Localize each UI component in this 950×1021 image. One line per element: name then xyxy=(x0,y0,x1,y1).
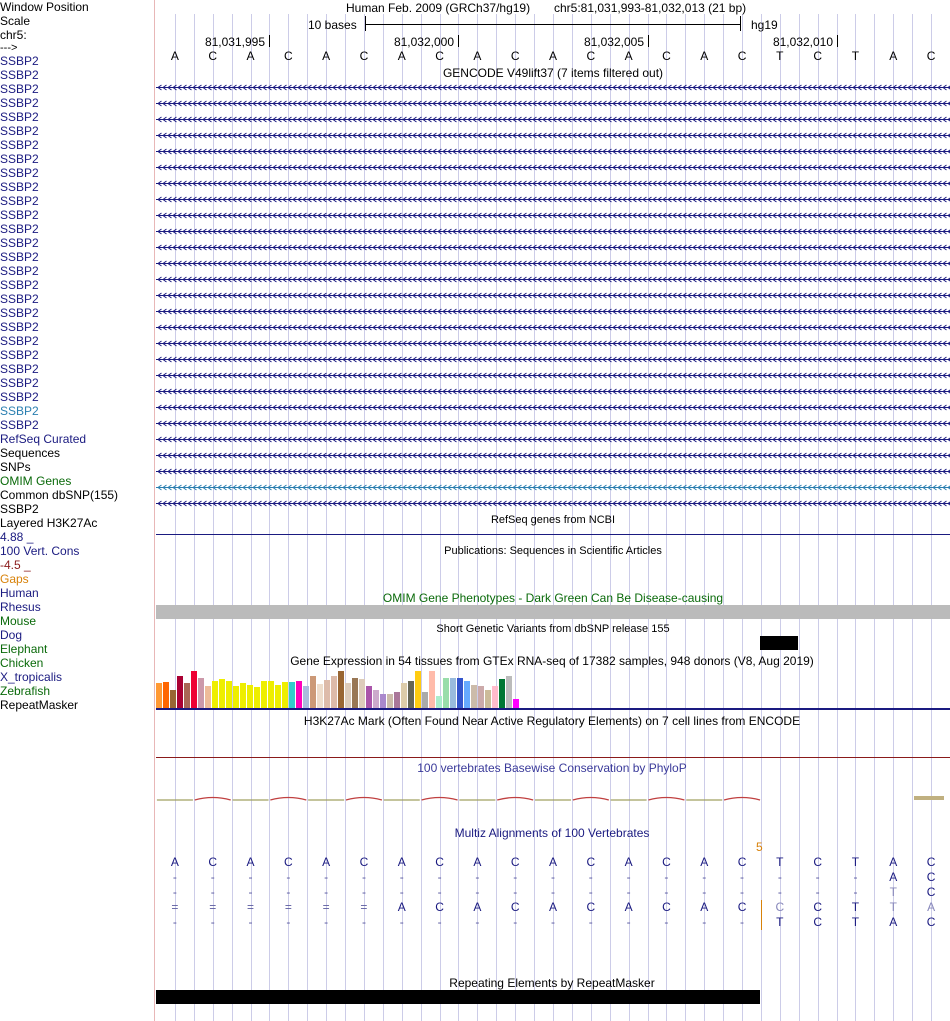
repeatmasker-label[interactable]: RepeatMasker xyxy=(0,698,79,712)
alignment-base: C xyxy=(926,870,936,884)
gtex-tissue-bar xyxy=(310,676,316,708)
gencode-transcript-label[interactable]: SSBP2 xyxy=(0,138,39,152)
alignment-base: C xyxy=(813,915,822,929)
label-divider xyxy=(154,0,155,1021)
insertion-marker xyxy=(761,915,762,930)
alignment-base: - xyxy=(740,915,745,929)
gencode-transcript-label[interactable]: SSBP2 xyxy=(0,348,39,362)
gtex-tissue-bar xyxy=(156,683,162,708)
alignment-base: - xyxy=(210,870,215,884)
alignment-base: - xyxy=(777,885,782,899)
base-letter: C xyxy=(208,49,218,63)
alignment-base: T xyxy=(851,915,860,929)
alignment-base: - xyxy=(551,885,555,899)
alignment-base: - xyxy=(361,915,366,929)
gencode-transcript-label[interactable]: SSBP2 xyxy=(0,418,39,432)
gtex-tissue-bar xyxy=(492,686,498,708)
alignment-base: C xyxy=(510,900,520,914)
phylop-segment xyxy=(914,796,944,800)
alignment-base: - xyxy=(248,885,253,899)
alignment-base: T xyxy=(889,900,897,914)
phylop-segment xyxy=(648,798,684,801)
gtex-tissue-bar xyxy=(429,671,435,708)
gtex-tissue-bar xyxy=(177,676,183,708)
gencode-transcript-label[interactable]: SSBP2 xyxy=(0,152,39,166)
alignment-base: A xyxy=(624,900,633,914)
base-letter: C xyxy=(283,49,293,63)
alignment-base: T xyxy=(851,855,860,869)
gencode-transcript-label[interactable]: SSBP2 xyxy=(0,54,39,68)
alignment-base: C xyxy=(813,900,822,914)
alignment-base: = xyxy=(171,900,179,914)
alignment-base: C xyxy=(586,855,596,869)
alignment-base: - xyxy=(172,870,177,884)
gtex-tissue-bar xyxy=(352,678,358,708)
gtex-tissue-bar xyxy=(247,685,253,708)
alignment-base: - xyxy=(777,870,782,884)
gtex-tissue-bar xyxy=(401,683,407,708)
alignment-base: - xyxy=(664,915,669,929)
alignment-base: T xyxy=(776,855,784,869)
alignment-base: = xyxy=(209,900,217,914)
base-letter: C xyxy=(510,49,520,63)
base-letter: C xyxy=(926,49,936,63)
gtex-tissue-bar xyxy=(324,680,330,708)
omim-label[interactable]: OMIM Genes xyxy=(0,474,72,488)
alignment-base: - xyxy=(399,915,404,929)
alignment-base: C xyxy=(359,855,369,869)
species-label[interactable]: Zebrafish xyxy=(0,684,51,698)
alignment-base: - xyxy=(664,870,669,884)
gtex-tissue-bar xyxy=(219,679,225,708)
repeatmasker-title[interactable]: Repeating Elements by RepeatMasker xyxy=(449,976,655,990)
alignment-base: - xyxy=(513,915,518,929)
db-text: hg19 xyxy=(751,18,778,32)
phylop-wiggle[interactable] xyxy=(156,790,950,810)
gtex-tissue-bar xyxy=(240,683,246,708)
coordinate-tick xyxy=(837,35,838,47)
gtex-tissue-bar xyxy=(408,681,414,708)
base-letter: A xyxy=(246,49,255,63)
alignment-base: A xyxy=(322,855,331,869)
coordinate-label: 81,032,010 xyxy=(772,35,833,49)
gencode-transcript-label[interactable]: SSBP2 xyxy=(0,194,39,208)
alignment-base: T xyxy=(851,900,860,914)
phylop-segment xyxy=(573,798,609,801)
phylop-segment xyxy=(195,798,231,801)
gtex-tissue-bar xyxy=(212,681,218,708)
omim-gene-bar[interactable] xyxy=(156,605,950,619)
alignment-base: - xyxy=(437,885,442,899)
gtex-tissue-bar xyxy=(506,676,512,708)
alignment-base: - xyxy=(740,885,745,899)
coordinate-tick xyxy=(269,35,270,47)
gtex-tissue-bar xyxy=(296,681,302,708)
gencode-transcript-label[interactable]: SSBP2 xyxy=(0,166,39,180)
alignment-base: A xyxy=(473,900,482,914)
alignment-base: - xyxy=(286,915,291,929)
gtex-tissue-bar xyxy=(254,687,260,708)
alignment-base: A xyxy=(889,870,898,884)
coordinate-label: 81,031,995 xyxy=(204,35,265,49)
alignment-base: - xyxy=(626,915,631,929)
alignment-base: - xyxy=(172,915,177,929)
alignment-base: - xyxy=(853,885,858,899)
phylop-min-label: -4.5 _ xyxy=(0,558,31,572)
alignment-base: C xyxy=(813,855,822,869)
dbsnp-label[interactable]: Common dbSNP(155) xyxy=(0,488,119,502)
coordinate-tick xyxy=(458,35,459,47)
gencode-transcript-label[interactable]: SSBP2 xyxy=(0,390,39,404)
alignment-base: = xyxy=(247,900,255,914)
gtex-tissue-bar xyxy=(261,681,267,708)
base-letter: A xyxy=(624,49,633,63)
gtex-tissue-bar xyxy=(464,681,470,708)
alignment-base: A xyxy=(624,855,633,869)
alignment-base: A xyxy=(473,855,482,869)
strand-label: ---> xyxy=(0,42,18,54)
scale-bar-left-cap xyxy=(365,16,366,31)
gtex-tissue-bar xyxy=(422,692,428,708)
gtex-tissue-bar xyxy=(289,682,295,708)
species-label[interactable]: X_tropicalis xyxy=(0,670,63,684)
species-label[interactable]: Dog xyxy=(0,628,23,642)
gtex-tissue-bar xyxy=(471,685,477,708)
gtex-tissue-bar xyxy=(191,671,197,708)
gencode-transcript-label[interactable]: SSBP2 xyxy=(0,404,39,418)
gencode-title[interactable]: GENCODE V49lift37 (7 items filtered out) xyxy=(442,66,664,80)
alignment-base: - xyxy=(853,870,858,884)
gtex-tissue-bar xyxy=(282,682,288,708)
alignment-base: - xyxy=(248,870,253,884)
gtex-tissue-bar xyxy=(163,682,169,708)
alignment-base: A xyxy=(246,855,255,869)
base-letter: C xyxy=(737,49,747,63)
alignment-base: - xyxy=(475,915,480,929)
coordinate-tick xyxy=(648,35,649,47)
h3k27ac-title[interactable]: H3K27Ac Mark (Often Found Near Active Regulatory Elements) on 7 cell lines from ENCODE xyxy=(303,714,801,728)
alignment-base: T xyxy=(776,915,784,929)
alignment-base: C xyxy=(926,885,936,899)
position-text: chr5:81,031,993-81,032,013 (21 bp) xyxy=(554,1,747,15)
gtex-tissue-bar xyxy=(338,671,344,708)
refseq-gene-line[interactable] xyxy=(156,534,950,535)
gtex-tissue-bar xyxy=(170,690,176,708)
repeat-element[interactable] xyxy=(156,990,760,1004)
alignment-base: - xyxy=(513,870,518,884)
gtex-label[interactable]: SSBP2 xyxy=(0,502,39,516)
alignment-base: C xyxy=(435,855,444,869)
alignment-base: C xyxy=(926,915,936,929)
track-label-column xyxy=(0,0,152,1021)
scale-text: 10 bases xyxy=(308,18,357,32)
scale-label: Scale xyxy=(0,14,31,28)
gencode-transcript-label[interactable]: SSBP2 xyxy=(0,334,39,348)
base-letter: T xyxy=(776,49,784,63)
alignment-base: - xyxy=(551,870,555,884)
gtex-tissue-bar xyxy=(457,678,463,708)
gtex-tissue-bar xyxy=(317,684,323,708)
base-letter: A xyxy=(889,49,898,63)
gtex-tissue-bar xyxy=(380,694,386,708)
base-letter: C xyxy=(813,49,822,63)
gencode-transcript-label[interactable]: SSBP2 xyxy=(0,362,39,376)
multiz-title[interactable]: Multiz Alignments of 100 Vertebrates xyxy=(454,826,650,840)
gencode-transcript-label[interactable]: SSBP2 xyxy=(0,68,39,82)
omim-title[interactable]: OMIM Gene Phenotypes - Dark Green Can Be Disease-causing xyxy=(382,591,724,605)
alignment-base: - xyxy=(248,915,253,929)
alignment-base: A xyxy=(548,900,558,914)
phylop-segment xyxy=(724,798,760,801)
gtex-tissue-bar xyxy=(373,690,379,708)
alignment-base: - xyxy=(399,870,404,884)
alignment-base: C xyxy=(435,900,444,914)
gtex-tissue-bar xyxy=(359,679,365,708)
alignment-base: A xyxy=(397,900,406,914)
gtex-tissue-bar xyxy=(415,671,421,708)
alignment-base: - xyxy=(286,885,291,899)
gencode-transcript-label[interactable]: SSBP2 xyxy=(0,376,39,390)
window-position-label: Window Position xyxy=(0,0,89,14)
gencode-transcript-label[interactable]: SSBP2 xyxy=(0,180,39,194)
alignment-base: - xyxy=(702,870,707,884)
gtex-tissue-bar xyxy=(478,686,484,708)
alignment-base: C xyxy=(510,855,520,869)
gencode-label-list xyxy=(0,54,152,432)
refseq-label[interactable]: RefSeq Curated xyxy=(0,432,87,446)
alignment-base: = xyxy=(360,900,368,914)
gencode-transcript-label[interactable]: SSBP2 xyxy=(0,292,39,306)
alignment-base: - xyxy=(551,915,555,929)
alignment-base: - xyxy=(702,885,707,899)
gtex-tissue-bar xyxy=(331,676,337,708)
gtex-baseline xyxy=(156,708,950,710)
gap-count: 5 xyxy=(756,840,763,854)
gencode-transcript-label[interactable]: SSBP2 xyxy=(0,96,39,110)
gtex-tissue-bar xyxy=(233,686,239,708)
phylop-max-label: 4.88 _ xyxy=(0,530,34,544)
alignment-base: A xyxy=(889,915,898,929)
track-data-area[interactable] xyxy=(156,0,950,1021)
chrom-label: chr5: xyxy=(0,28,27,42)
h3k27ac-label[interactable]: Layered H3K27Ac xyxy=(0,516,98,530)
gencode-transcript-label[interactable]: SSBP2 xyxy=(0,250,39,264)
gencode-transcript-label[interactable]: SSBP2 xyxy=(0,110,39,124)
dbsnp-title[interactable]: Short Genetic Variants from dbSNP release 155 xyxy=(436,623,670,635)
gencode-track[interactable] xyxy=(156,80,950,520)
alignment-base: - xyxy=(210,885,215,899)
base-letter: A xyxy=(170,49,179,63)
phylop-segment xyxy=(270,798,306,801)
gtex-tissue-bar xyxy=(366,686,372,708)
alignment-base: C xyxy=(662,900,671,914)
alignment-base: - xyxy=(626,870,631,884)
base-letter: A xyxy=(322,49,331,63)
species-label[interactable]: Rhesus xyxy=(0,600,41,614)
gencode-transcript-label[interactable]: SSBP2 xyxy=(0,222,39,236)
alignment-base: T xyxy=(889,885,897,899)
coordinate-label: 81,032,000 xyxy=(393,35,454,49)
base-letter: C xyxy=(662,49,671,63)
alignment-base: A xyxy=(548,855,558,869)
alignment-base: - xyxy=(815,885,820,899)
alignment-base: - xyxy=(361,870,366,884)
alignment-base: C xyxy=(926,855,936,869)
alignment-base: C xyxy=(775,900,785,914)
alignment-base: - xyxy=(286,870,291,884)
alignment-base: C xyxy=(737,855,747,869)
alignment-base: - xyxy=(210,915,215,929)
gtex-tissue-bar xyxy=(387,694,393,708)
species-label[interactable]: Chicken xyxy=(0,656,44,670)
gtex-tissue-bar xyxy=(485,690,491,708)
alignment-base: - xyxy=(475,870,480,884)
alignment-base: - xyxy=(513,885,518,899)
gencode-transcript-label[interactable]: SSBP2 xyxy=(0,208,39,222)
alignment-base: = xyxy=(284,900,292,914)
refseq-title[interactable]: RefSeq genes from NCBI xyxy=(490,514,616,526)
species-label[interactable]: Human xyxy=(0,586,39,600)
alignment-base: A xyxy=(170,855,179,869)
alignment-base: A xyxy=(700,900,709,914)
alignment-base: C xyxy=(662,855,671,869)
gencode-transcript-label[interactable]: SSBP2 xyxy=(0,264,39,278)
gencode-transcript-label[interactable]: SSBP2 xyxy=(0,320,39,334)
alignment-base: C xyxy=(737,900,747,914)
alignment-base: - xyxy=(664,885,669,899)
species-label-list xyxy=(0,586,152,698)
gtex-tissue-bar xyxy=(499,679,505,708)
base-letter: C xyxy=(586,49,596,63)
gtex-tissue-bar xyxy=(345,683,351,708)
gtex-tissue-bar xyxy=(198,678,204,708)
alignment-base: - xyxy=(626,885,631,899)
phylop-segment xyxy=(422,798,458,801)
base-letter: C xyxy=(435,49,444,63)
base-letter: A xyxy=(397,49,406,63)
scale-bar-right-cap xyxy=(740,16,741,31)
alignment-base: - xyxy=(437,915,442,929)
alignment-base: - xyxy=(172,885,177,899)
gtex-tissue-bar xyxy=(394,692,400,708)
alignment-base: - xyxy=(475,885,480,899)
phylop-title[interactable]: 100 vertebrates Basewise Conservation by PhyloP xyxy=(417,761,687,775)
gencode-transcript-label[interactable]: SSBP2 xyxy=(0,124,39,138)
gencode-transcript-label[interactable]: SSBP2 xyxy=(0,82,39,96)
alignment-base: A xyxy=(927,900,936,914)
base-letter: C xyxy=(359,49,369,63)
snps-label[interactable]: SNPs xyxy=(0,460,31,474)
base-letter: A xyxy=(700,49,709,63)
alignment-base: - xyxy=(361,885,366,899)
alignment-base: - xyxy=(815,870,820,884)
alignment-base: - xyxy=(588,915,593,929)
gtex-tissue-bar xyxy=(303,686,309,708)
insertion-marker xyxy=(761,900,762,915)
gencode-transcript-label[interactable]: SSBP2 xyxy=(0,306,39,320)
species-label[interactable]: Mouse xyxy=(0,614,37,628)
alignment-base: - xyxy=(324,915,329,929)
alignment-base: - xyxy=(399,885,404,899)
base-letter: A xyxy=(473,49,482,63)
phylop-label[interactable]: 100 Vert. Cons xyxy=(0,544,80,558)
sequences-label[interactable]: Sequences xyxy=(0,446,61,460)
gtex-tissue-bar xyxy=(184,683,190,708)
species-label[interactable]: Elephant xyxy=(0,642,48,656)
scale-bar xyxy=(365,24,741,25)
alignment-base: - xyxy=(740,870,745,884)
alignment-base: - xyxy=(588,885,593,899)
alignment-base: - xyxy=(588,870,593,884)
alignment-base: C xyxy=(586,900,596,914)
base-letter: T xyxy=(851,49,860,63)
gtex-tissue-bar xyxy=(450,678,456,708)
gtex-tissue-bar xyxy=(226,681,232,708)
gencode-transcript-label[interactable]: SSBP2 xyxy=(0,278,39,292)
base-letter: A xyxy=(548,49,558,63)
pubs-title[interactable]: Publications: Sequences in Scientific Articles xyxy=(444,545,662,557)
gtex-tissue-bar xyxy=(513,699,519,708)
alignment-base: A xyxy=(889,855,898,869)
gaps-label: Gaps xyxy=(0,572,29,586)
alignment-base: - xyxy=(324,885,329,899)
alignment-base: C xyxy=(283,855,293,869)
gtex-bar-chart[interactable] xyxy=(156,668,950,708)
gtex-tissue-bar xyxy=(268,681,274,708)
alignment-base: A xyxy=(397,855,406,869)
gtex-tissue-bar xyxy=(443,678,449,708)
alignment-base: - xyxy=(324,870,329,884)
alignment-base: = xyxy=(322,900,330,914)
gtex-title[interactable]: Gene Expression in 54 tissues from GTEx RNA-seq of 17382 samples, 948 donors (V8, Aug 2019) xyxy=(290,654,814,668)
h3k27ac-baseline xyxy=(156,757,950,758)
gencode-transcript-label[interactable]: SSBP2 xyxy=(0,236,39,250)
gtex-tissue-bar xyxy=(205,686,211,708)
assembly-title: Human Feb. 2009 (GRCh37/hg19) xyxy=(346,1,531,15)
coordinate-label: 81,032,005 xyxy=(583,35,644,49)
phylop-segment xyxy=(497,798,533,801)
gtex-tissue-bar xyxy=(436,696,442,708)
phylop-segment xyxy=(346,798,382,801)
alignment-base: A xyxy=(700,855,709,869)
alignment-base: - xyxy=(437,870,442,884)
alignment-base: C xyxy=(208,855,218,869)
dbsnp-variant[interactable] xyxy=(760,636,798,650)
alignment-base: - xyxy=(702,915,707,929)
gtex-tissue-bar xyxy=(275,685,281,708)
